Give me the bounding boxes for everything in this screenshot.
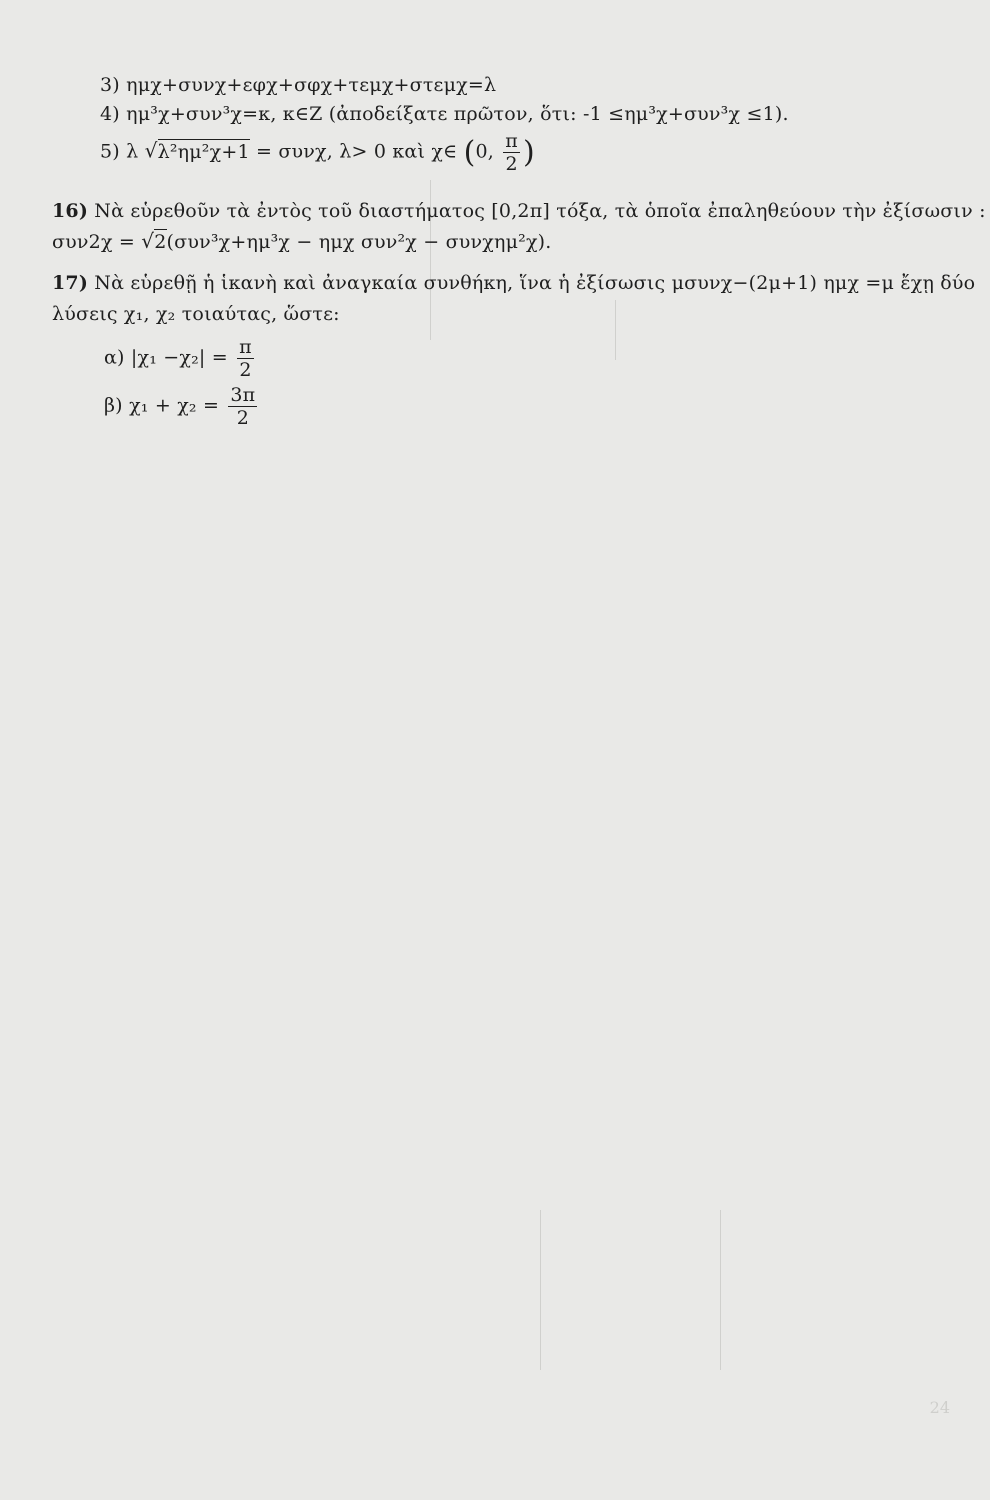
fraction-numerator: π <box>505 130 518 152</box>
problem-16-line-2 <box>52 229 552 253</box>
fraction-numerator: 3π <box>230 384 256 406</box>
sqrt-sign: √ <box>144 138 158 163</box>
exercise-3 <box>100 74 496 96</box>
equation: ημχ+συνχ+εφχ+σφχ+τεμχ+στεμχ=λ <box>126 74 497 96</box>
condition-a <box>104 336 257 381</box>
interval-start: 0, <box>475 140 495 163</box>
exercise-number: 3) <box>100 74 120 96</box>
equation-prefix: συν2χ = <box>52 231 136 253</box>
problem-number: 16) <box>52 200 89 222</box>
problem-17-line-1 <box>52 272 975 294</box>
equation-rest: (συν³χ+ημ³χ − ημχ συν²χ − συνχημ²χ). <box>166 231 552 253</box>
bleed-through-region <box>60 980 960 1400</box>
equation: ημ³χ+συν³χ=κ, κ∈Z (ἀποδείξατε πρῶτον, ὅτι: -1 ≤ημ³χ+συν³χ ≤1). <box>126 103 789 125</box>
fraction <box>228 384 257 429</box>
sqrt-sign: √ <box>141 229 155 253</box>
close-paren: ) <box>522 135 535 170</box>
exercise-4 <box>100 103 789 125</box>
fraction <box>503 130 520 175</box>
fraction <box>237 336 254 381</box>
bleed-through-region <box>60 570 960 910</box>
problem-16-line-1 <box>52 200 986 222</box>
condition-label: β) <box>104 394 123 417</box>
fraction-numerator: π <box>239 336 252 358</box>
condition-expression: χ₁ + χ₂ = <box>129 394 220 417</box>
problem-text: λύσεις χ₁, χ₂ τοιαύτας, ὥστε: <box>52 303 340 325</box>
problem-text: Νὰ εὑρεθῇ ἡ ἱκανὴ καὶ ἀναγκαία συνθήκη, ἵνα ἡ ἐξίσωσις μσυνχ−(2μ+1) ημχ =μ ἔχῃ δύο <box>94 272 976 294</box>
equation-middle: = συνχ, λ> 0 καὶ χ∈ <box>256 140 458 163</box>
condition-expression: |χ₁ −χ₂| = <box>130 346 228 369</box>
page-number: 24 <box>929 1398 950 1417</box>
condition-b <box>104 384 260 429</box>
problem-17-line-2 <box>52 303 340 325</box>
radicand: 2 <box>154 231 167 253</box>
exercise-number: 4) <box>100 103 120 125</box>
radicand: λ²ημ²χ+1 <box>157 140 250 163</box>
fraction-denominator: 2 <box>239 359 252 381</box>
equation-prefix: λ <box>126 140 139 163</box>
fraction-denominator: 2 <box>505 153 518 175</box>
condition-label: α) <box>104 346 125 369</box>
exercise-number: 5) <box>100 140 120 163</box>
fraction-denominator: 2 <box>236 407 249 429</box>
open-paren: ( <box>463 135 476 170</box>
problem-number: 17) <box>52 272 89 294</box>
problem-text: Νὰ εὑρεθοῦν τὰ ἐντὸς τοῦ διαστήματος [0,2π] τόξα, τὰ ὁποῖα ἐπαληθεύουν τὴν ἐξίσωσιν : <box>94 200 986 222</box>
bleed-through-mark <box>615 300 616 360</box>
exercise-5 <box>100 130 535 175</box>
